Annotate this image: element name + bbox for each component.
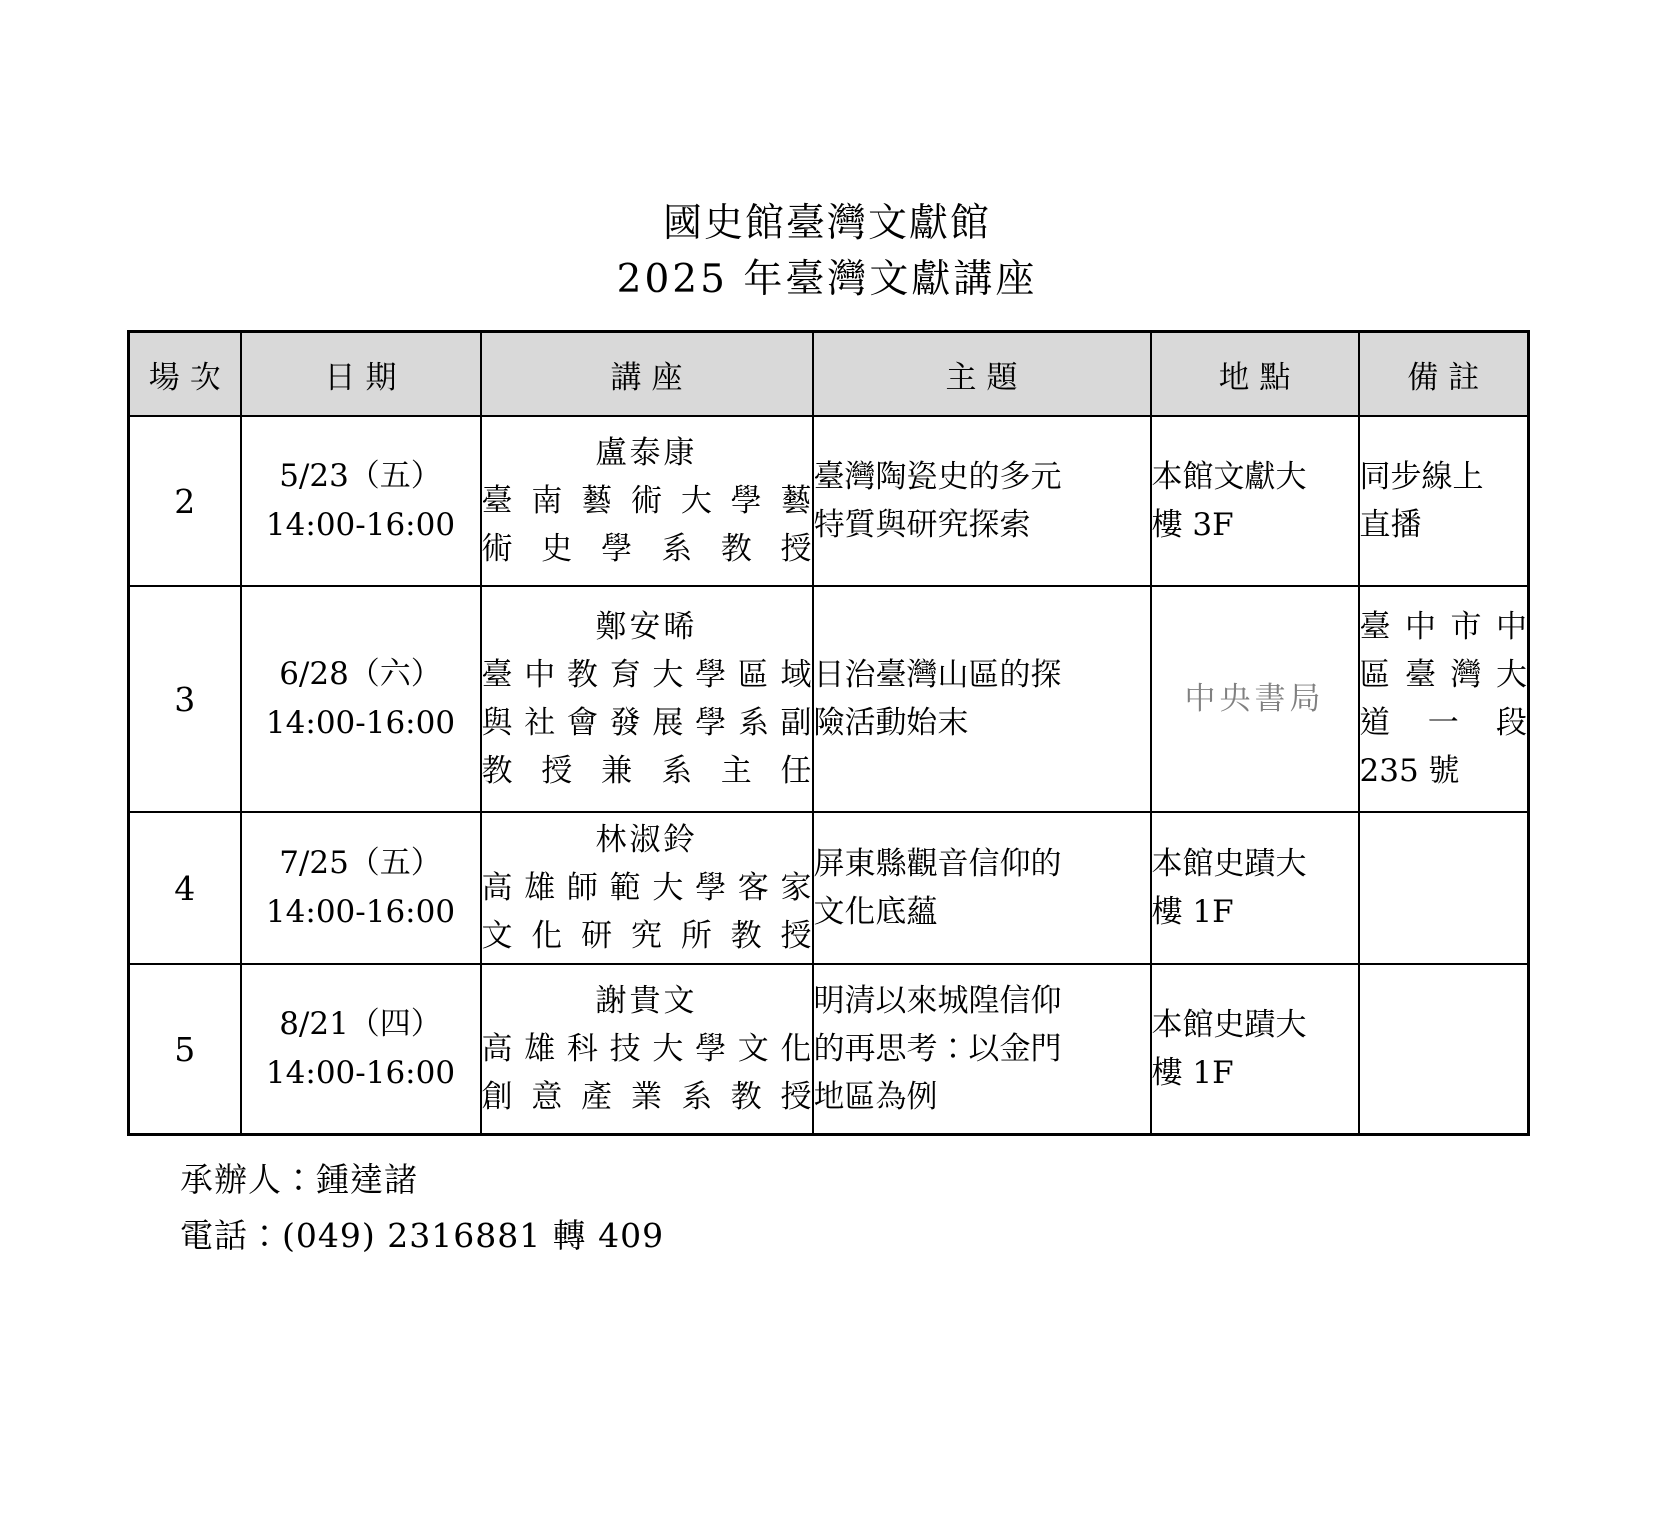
note-line: 直播: [1359, 507, 1422, 543]
note-line: 同步線上: [1359, 459, 1484, 495]
cell-topic: [813, 586, 1151, 812]
topic-line: 臺灣陶瓷史的多元: [813, 459, 1062, 495]
cell-date: [241, 964, 481, 1135]
venue-line: 樓 1F: [1151, 1055, 1234, 1091]
lecturer-name: 謝貴文: [595, 983, 698, 1019]
contact-person: 承辦人：鍾達諸: [180, 1160, 418, 1199]
cell-date: [241, 586, 481, 812]
document-footer: [180, 1152, 1654, 1264]
venue-line: 本館史蹟大: [1151, 846, 1307, 882]
lecturer-affiliation: 與社會發展學系副: [481, 705, 812, 741]
cell-note: [1359, 812, 1529, 964]
schedule-table: [127, 330, 1530, 1136]
cell-session: 4: [129, 812, 241, 964]
venue-line: 本館文獻大: [1151, 459, 1307, 495]
date-time: 14:00-16:00: [265, 894, 456, 930]
cell-session: 5: [129, 964, 241, 1135]
venue-line: 中央書局: [1184, 681, 1325, 717]
lecturer-affiliation: 臺中教育大學區域: [481, 657, 812, 693]
lecturer-name: 林淑鈴: [595, 822, 698, 858]
topic-line: 文化底蘊: [813, 894, 938, 930]
topic-line: 明清以來城隍信仰: [813, 983, 1062, 1019]
cell-lecturer: [481, 964, 813, 1135]
cell-session: 3: [129, 586, 241, 812]
lecturer-affiliation: 高雄科技大學文化: [481, 1031, 812, 1067]
topic-line: 地區為例: [813, 1079, 938, 1115]
date-day: 7/25（五）: [279, 845, 442, 881]
page-title: 2025 年臺灣文獻講座: [616, 257, 1038, 302]
lecturer-affiliation: 術史學系教授: [481, 531, 812, 567]
cell-topic: [813, 812, 1151, 964]
cell-lecturer: [481, 812, 813, 964]
date-time: 14:00-16:00: [265, 507, 456, 543]
date-day: 5/23（五）: [279, 458, 442, 494]
cell-venue: [1151, 416, 1359, 586]
date-time: 14:00-16:00: [265, 1055, 456, 1091]
column-header-date: 日期: [241, 332, 481, 417]
cell-venue: [1151, 964, 1359, 1135]
schedule-table-wrapper: [127, 330, 1527, 1136]
table-row: [129, 416, 1529, 586]
date-day: 8/21（四）: [279, 1006, 442, 1042]
note-line: 臺中市中: [1359, 609, 1527, 645]
lecturer-affiliation: 創意產業系教授: [481, 1079, 812, 1115]
cell-date: [241, 416, 481, 586]
cell-venue: [1151, 586, 1359, 812]
note-line: 235 號: [1359, 753, 1460, 789]
table-row: [129, 812, 1529, 964]
date-time: 14:00-16:00: [265, 705, 456, 741]
column-header-lecturer: 講座: [481, 332, 813, 417]
cell-venue: [1151, 812, 1359, 964]
note-line: 區臺灣大: [1359, 657, 1527, 693]
document-title-block: [0, 0, 1654, 308]
table-header: [129, 332, 1529, 417]
column-header-session: 場次: [129, 332, 241, 417]
column-header-note: 備註: [1359, 332, 1529, 417]
topic-line: 的再思考：以金門: [813, 1031, 1062, 1067]
lecturer-affiliation: 臺南藝術大學藝: [481, 483, 812, 519]
cell-session: 2: [129, 416, 241, 586]
cell-note: [1359, 586, 1529, 812]
cell-note: [1359, 964, 1529, 1135]
contact-phone: 電話：(049) 2316881 轉 409: [180, 1216, 665, 1255]
lecturer-affiliation: 教授兼系主任: [481, 753, 812, 789]
column-header-venue: 地點: [1151, 332, 1359, 417]
cell-note: [1359, 416, 1529, 586]
cell-date: [241, 812, 481, 964]
note-line: 道 一 段: [1359, 705, 1527, 741]
lecturer-name: 鄭安晞: [595, 609, 698, 645]
topic-line: 特質與研究探索: [813, 507, 1031, 543]
organization-name: 國史館臺灣文獻館: [662, 201, 991, 246]
lecturer-name: 盧泰康: [595, 435, 698, 471]
date-day: 6/28（六）: [279, 656, 442, 692]
topic-line: 屏東縣觀音信仰的: [813, 846, 1062, 882]
cell-lecturer: [481, 416, 813, 586]
lecturer-affiliation: 文化研究所教授: [481, 918, 812, 954]
table-body: [129, 416, 1529, 1135]
lecturer-affiliation: 高雄師範大學客家: [481, 870, 812, 906]
venue-line: 本館史蹟大: [1151, 1007, 1307, 1043]
topic-line: 日治臺灣山區的探: [813, 657, 1062, 693]
venue-line: 樓 3F: [1151, 507, 1234, 543]
cell-topic: [813, 964, 1151, 1135]
table-header-row: [129, 332, 1529, 417]
topic-line: 險活動始末: [813, 705, 969, 741]
cell-lecturer: [481, 586, 813, 812]
column-header-topic: 主題: [813, 332, 1151, 417]
table-row: [129, 586, 1529, 812]
venue-line: 樓 1F: [1151, 894, 1234, 930]
cell-topic: [813, 416, 1151, 586]
table-row: [129, 964, 1529, 1135]
